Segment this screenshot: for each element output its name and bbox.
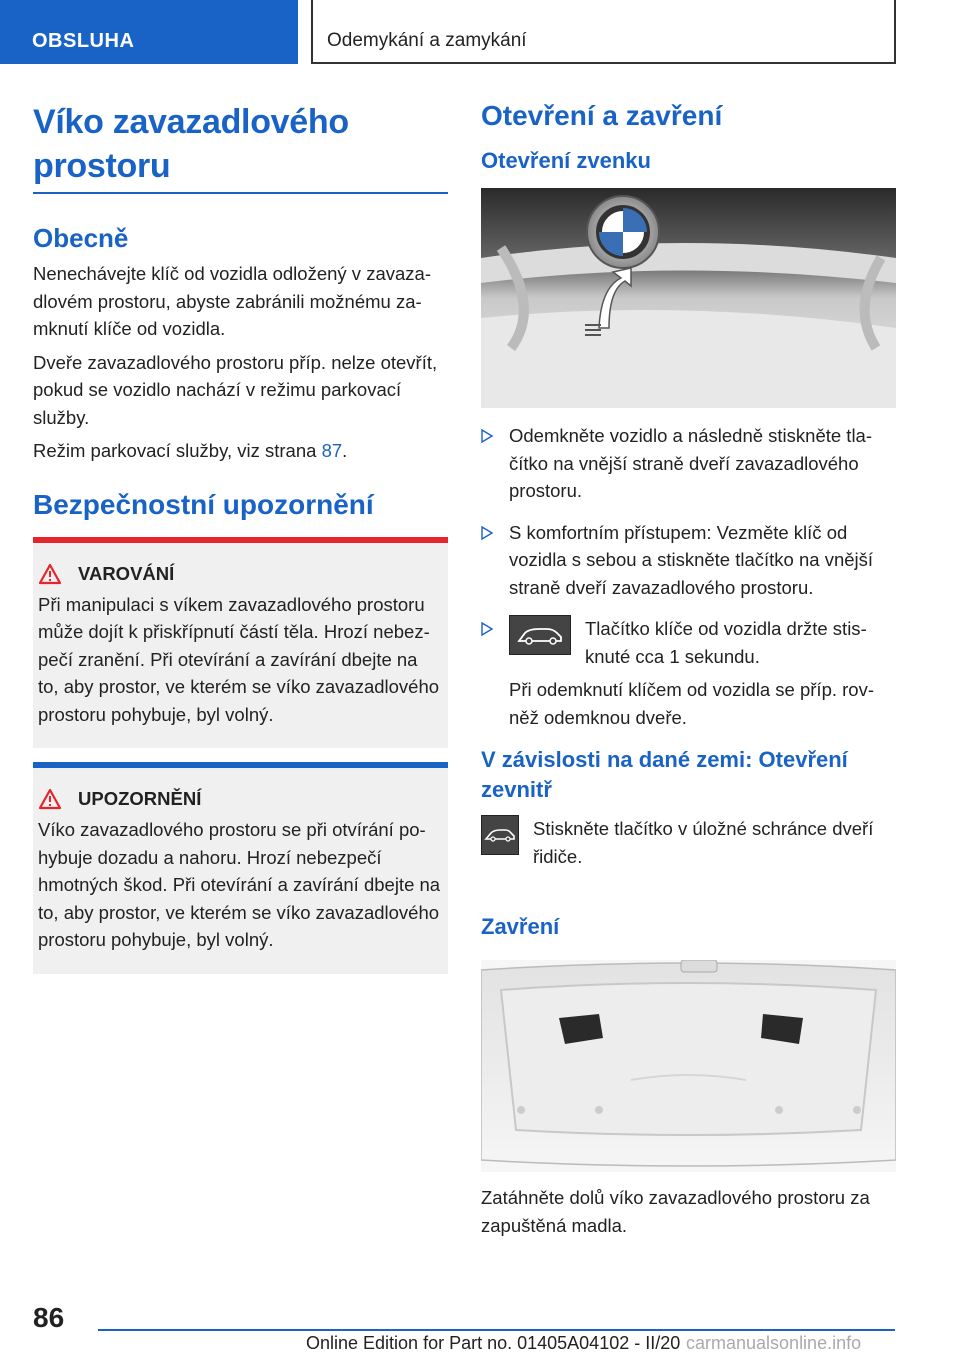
trunk-key-icon: [509, 615, 571, 655]
bullet-triangle-icon: [481, 622, 493, 636]
page-number: 86: [33, 1302, 65, 1333]
bullet-triangle-icon: [481, 429, 493, 443]
inside-row: [481, 815, 896, 870]
section-label: OBSLUHA: [32, 30, 135, 52]
right-column: [481, 100, 896, 1245]
safety-heading: Bezpečnostní upozornění: [33, 488, 374, 520]
trunk-emblem-image: [481, 188, 896, 408]
notice-header: [38, 788, 442, 810]
close-heading: Zavření: [481, 914, 560, 939]
step-1-text: Odemkněte vozidlo a následně stiskněte tlačítko na vnější straně dveří zavazadlového prostoru.: [509, 425, 873, 501]
step-1: [481, 422, 896, 505]
notice-label: UPOZORNĚNÍ: [78, 788, 202, 809]
warning-box: [33, 537, 448, 749]
footer-watermark: carmanualsonline.info: [686, 1333, 862, 1353]
step-3-note: Při odemknutí klíčem od vozidla se příp. rovněž odemknou dveře.: [509, 679, 875, 728]
footer-edition: Online Edition for Part no. 01405A04102 - II/20: [306, 1333, 681, 1353]
inside-text: Stiskněte tlačítko v úložné schránce dveří řidiče.: [533, 818, 874, 867]
period: .: [342, 440, 348, 461]
close-text: Zatáhněte dolů víko zavazadlového prostoru za zapuštěná madla.: [481, 1187, 870, 1236]
left-column: [33, 100, 448, 974]
general-heading: Obecně: [33, 223, 129, 253]
general-paragraph-1: Nenechávejte klíč od vozidla odložený v zavazadlovém prostoru, abyste zabránili možnému zamknutí klíče od vozidla.: [33, 263, 431, 339]
warning-label: VAROVÁNÍ: [78, 562, 175, 584]
step-2: [481, 519, 896, 602]
open-close-heading: Otevření a zavření: [481, 100, 723, 131]
general-paragraph-3: [33, 437, 448, 465]
chapter-label: Odemykání a zamykání: [327, 30, 527, 51]
inside-heading: V závislosti na dané zemi: Otevření zevnitř: [481, 747, 848, 802]
section-tab: [0, 0, 298, 64]
page-link[interactable]: 87: [321, 440, 343, 461]
valet-text: Režim parkovací služby, viz strana: [33, 440, 322, 461]
bullet-triangle-icon: [481, 526, 493, 540]
outside-heading: Otevření zvenku: [481, 148, 651, 173]
warning-header: [38, 563, 442, 585]
key-button-row: [509, 615, 896, 670]
trunk-lid-image: [481, 960, 896, 1172]
warning-text: Při manipulaci s víkem zavazadlového prostoru může dojít k přiskřípnutí částí těla. Hrozí nebezpečí zranění. Při otevírání a zavírání dbejte na to, aby prostor, ve kterém se víko zavazadlového prostoru pohybuje, byl volný.: [38, 593, 440, 725]
step-3: [481, 615, 896, 731]
step-3-text: Tlačítko klíče od vozidla držte stisknuté cca 1 sekundu.: [585, 618, 867, 667]
notice-icon: [38, 788, 62, 810]
page-title: Víko zavazadlového prostoru: [33, 100, 448, 194]
notice-text: Víko zavazadlového prostoru se při otvírání pohybuje dozadu a nahoru. Hrozí nebezpečí hmotných škod. Při otevírání a zavírání dbejte na to, aby prostor, ve kterém se víko zavazadlového prostoru pohybuje, byl volný.: [38, 819, 441, 950]
trunk-button-icon: [481, 815, 519, 855]
footer-rule: [98, 1329, 895, 1331]
chapter-header: [311, 0, 896, 64]
warning-icon: [38, 563, 62, 585]
step-2-text: S komfortním přístupem: Vezměte klíč od vozidla s sebou a stiskněte tlačítko na vnější straně dveří zavazadlového prostoru.: [509, 521, 874, 598]
notice-box: [33, 762, 448, 974]
general-paragraph-2: Dveře zavazadlového prostoru příp. nelze otevřít, pokud se vozidlo nachází v režimu parkovací služby.: [33, 351, 438, 428]
